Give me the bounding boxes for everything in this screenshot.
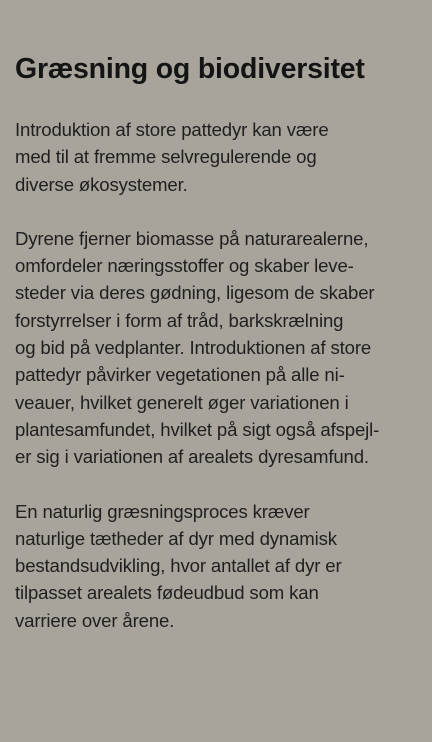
paragraph-grazing-process: En naturlig græsningsproces kræver naturlige tætheder af dyr med dynamisk bestandsudvikling, hvor antallet af dyr er tilpasset arealets fødeudbud som kan varriere over årene.: [15, 500, 342, 631]
paragraph-intro: Introduktion af store pattedyr kan være med til at fremme selvregulerende og diverse økosystemer.: [15, 119, 329, 195]
paragraph-effects: Dyrene fjerner biomasse på naturarealerne, omfordeler næringsstoffer og skaber leve- steder via deres gødning, ligesom de skaber forstyrrelser i form af tråd, barkskrælning og bid på vedplanter. Introduktionen af store pattedyr påvirker vegetationen på alle ni- veauer, hvilket generelt øger variationen i plantesamfundet, hvilket på sigt også afspejl- er sig i variationen af arealets dyresamfund.: [15, 227, 380, 468]
article-title: Græsning og biodiversitet: [15, 53, 365, 85]
